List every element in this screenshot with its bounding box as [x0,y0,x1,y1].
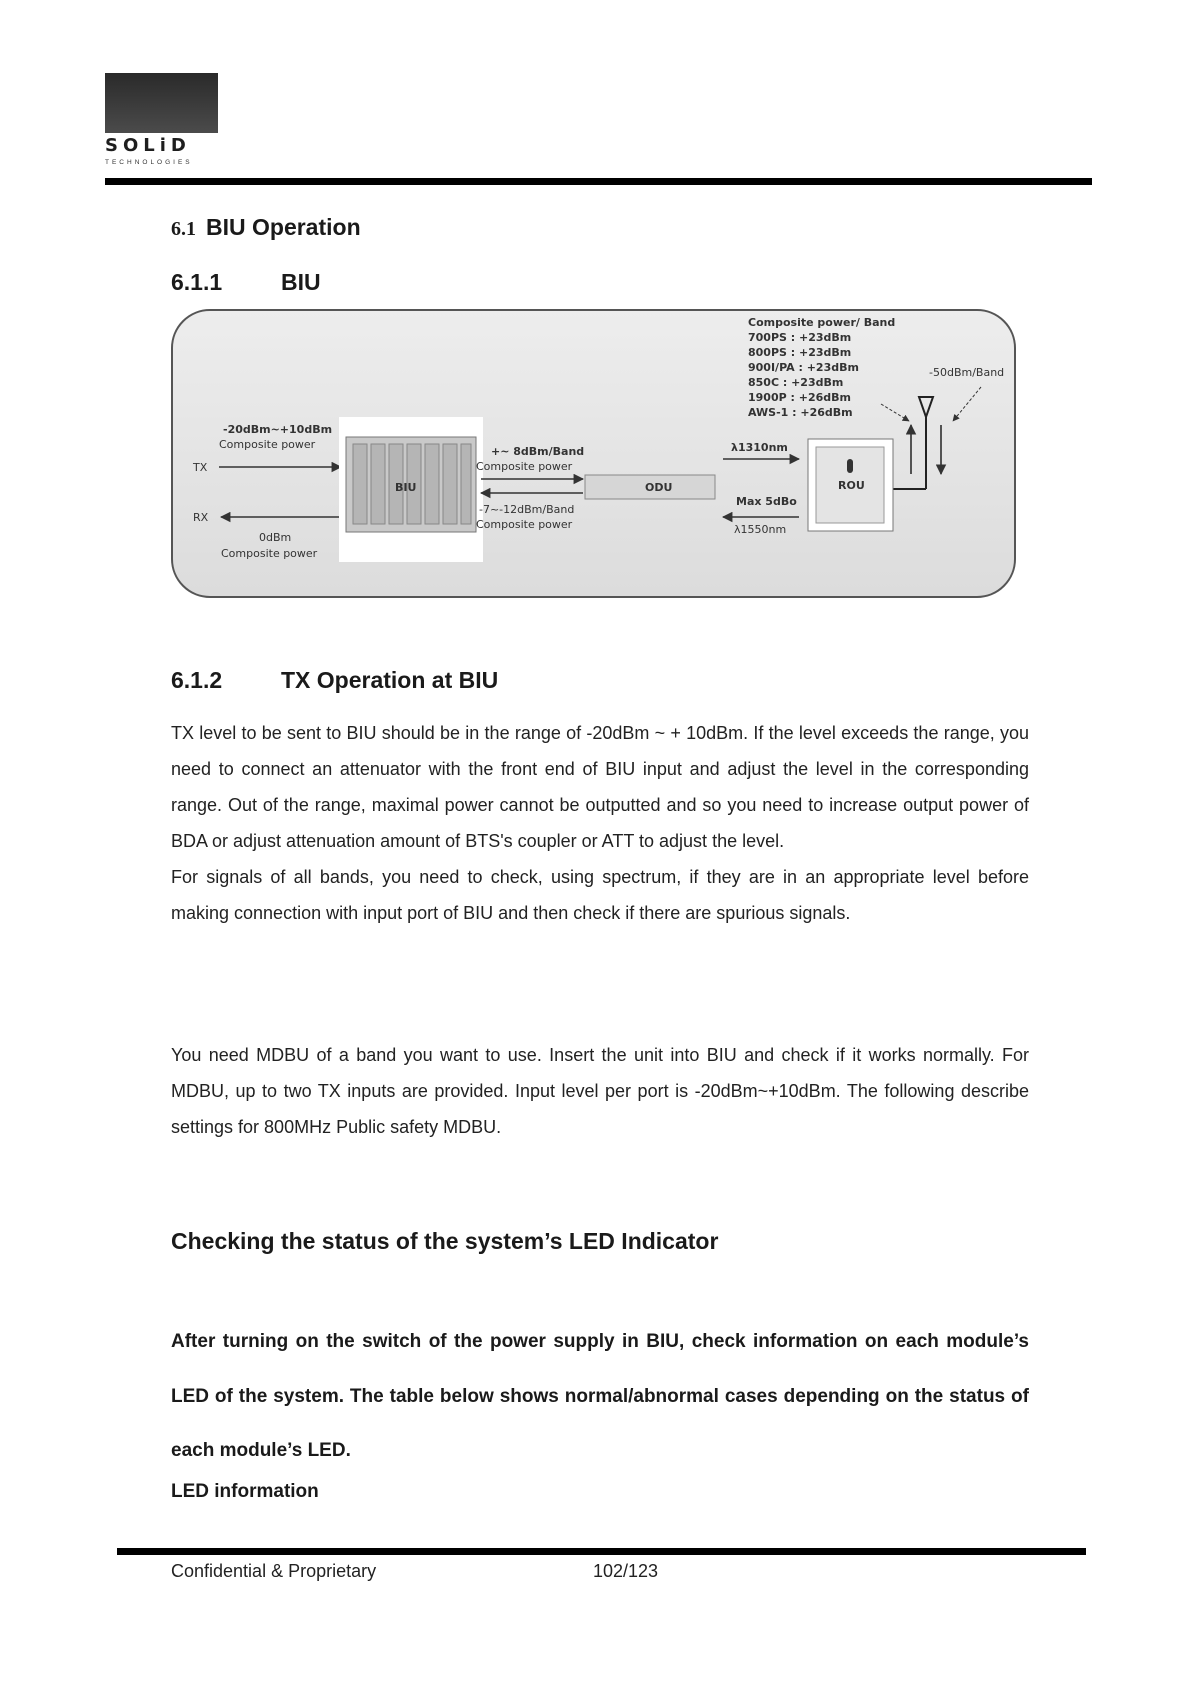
composite-line: 700PS : +23dBm [748,331,852,344]
section-title: BIU Operation [206,214,361,240]
subsection-heading-biu [171,269,321,296]
composite-line: AWS-1 : +26dBm [748,406,853,419]
logo-text: SOLiD [105,135,191,156]
forward-level: +~ 8dBm/Band [491,445,585,458]
lambda-forward: λ1310nm [731,441,788,454]
tx-paragraph-2: For signals of all bands, you need to check, using spectrum, if they are in an appropriate level before making connection with input port of BIU and then check if there are spurious signals. [171,867,1029,923]
subsection-title: TX Operation at BIU [281,667,499,693]
subsection-number: 6.1.1 [171,269,223,295]
rx-level: 0dBm [259,531,292,544]
tx-paragraph-1: TX level to be sent to BIU should be in the range of -20dBm ~ + 10dBm. If the level exceeds the range, you need to connect an attenuator with the front end of BIU input and adjust the level in the corresponding range. Out of the range, maximal power cannot be outputted and so you need to increase output power of BDA or adjust attenuation amount of BTS's coupler or ATT to adjust the level. [171,723,1029,851]
section-number: 6.1 [171,218,196,240]
composite-line: 1900P : +26dBm [748,391,851,404]
mdbu-text [171,1037,1029,1145]
rx-composite: Composite power [221,547,318,560]
subsection-heading-tx [171,667,498,694]
rou-label: ROU [838,479,865,492]
subsection-title: BIU [281,269,321,295]
company-logo [105,73,218,169]
footer-page-number: 102/123 [593,1561,659,1581]
led-information-label: LED information [171,1481,319,1502]
tx-operation-text [171,715,1029,931]
mdbu-paragraph: You need MDBU of a band you want to use. Insert the unit into BIU and check if it works normally. For MDBU, up to two TX inputs are provided. Input level per port is -20dBm~+10dBm. The following describe settings for 800MHz Public safety MDBU. [171,1045,1029,1137]
odu-label: ODU [645,481,673,494]
composite-line: 850C : +23dBm [748,376,844,389]
led-section-heading: Checking the status of the system’s LED Indicator [171,1228,719,1254]
biu-system-diagram [171,309,1016,599]
tx-label: TX [193,461,208,474]
composite-title: Composite power/ Band [748,316,896,329]
section-heading [171,214,361,241]
tx-composite: Composite power [219,438,316,451]
rx-label: RX [193,511,209,524]
forward-composite: Composite power [476,460,573,473]
antenna-level: -50dBm/Band [929,366,1005,379]
reverse-level: -7~-12dBm/Band [479,503,575,516]
header-rule [105,178,1092,185]
max-loss: Max 5dBo [736,495,797,508]
subsection-number: 6.1.2 [171,667,223,693]
led-paragraph: After turning on the switch of the power supply in BIU, check information on each module’s LED of the system. The table below shows normal/abnormal cases depending on the status of each module’s LED. [171,1331,1029,1461]
composite-line: 900I/PA : +23dBm [748,361,859,374]
composite-line: 800PS : +23dBm [748,346,852,359]
reverse-composite: Composite power [476,518,573,531]
lambda-reverse: λ1550nm [734,523,787,536]
footer-rule [117,1548,1086,1555]
logo-mark [105,73,218,133]
tx-range: -20dBm~+10dBm [223,423,333,436]
footer-confidential: Confidential & Proprietary [171,1561,377,1581]
biu-label: BIU [395,481,417,494]
logo-subtext: TECHNOLOGIES [105,159,193,166]
